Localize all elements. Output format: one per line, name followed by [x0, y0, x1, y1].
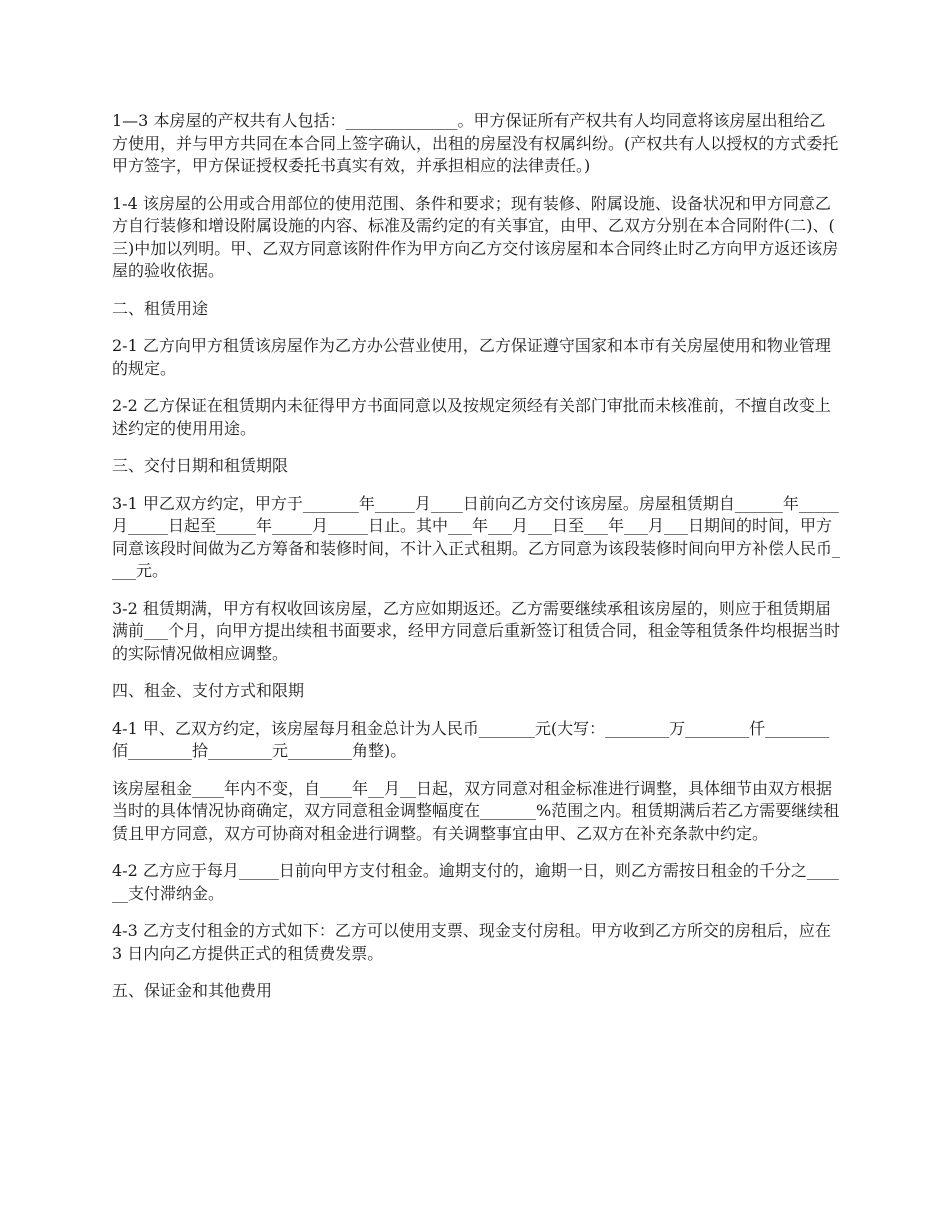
clause-4-1-rent-adjustment: 该房屋租金____年内不变，自____年__月__日起，双方同意对租金标准进行调整，具体细节由双方根据当时的具体情况协商确定，双方同意租金调整幅度在_______%范围之内。租赁期满后若乙方需要继续租赁且甲方同意，双方可协商对租金进行调整。有关调整事宜由甲、乙双方在补充条款中约定。: [112, 778, 840, 843]
clause-1-3: 1—3 本房屋的产权共有人包括：______________。甲方保证所有产权共有人均同意将该房屋出租给乙方使用，并与甲方共同在本合同上签字确认，出租的房屋没有权属纠纷。(产权共有人以授权的方式委托甲方签字，甲方保证授权委托书真实有效，并承担相应的法律责任。): [112, 111, 839, 175]
clause-3-2: 3-2 租赁期满，甲方有权收回该房屋，乙方应如期返还。乙方需要继续承租该房屋的，则应于租赁期届满前___个月，向甲方提出续租书面要求，经甲方同意后重新签订租赁合同，租金等租赁条件均根据当时的实际情况做相应调整。: [112, 598, 841, 663]
clause-2-2: 2-2 乙方保证在租赁期内未征得甲方书面同意以及按规定须经有关部门审批而未核准前，不擅自改变上述约定的使用用途。: [112, 396, 831, 438]
clause-4-2: 4-2 乙方应于每月_____日前向甲方支付租金。逾期支付的，逾期一日，则乙方需按日租金的千分之______支付滞纳金。: [112, 861, 839, 903]
section-heading-5: 五、保证金和其他费用: [112, 981, 273, 1000]
section-heading-3: 三、交付日期和租赁期限: [112, 456, 289, 475]
document-page: [112, 110, 840, 1018]
section-heading-4: 四、租金、支付方式和限期: [112, 681, 305, 700]
section-heading-2: 二、租赁用途: [112, 298, 209, 318]
clause-4-1: 4-1 甲、乙双方约定，该房屋每月租金总计为人民币_______元(大写：________万________仟________佰________拾________元________角整)。: [112, 718, 830, 760]
clause-1-4: 1-4 该房屋的公用或合用部位的使用范围、条件和要求；现有装修、附属设施、设备状况和甲方同意乙方自行装修和增设附属设施的内容、标准及需约定的有关事宜，由甲、乙双方分别在本合同附件(二)、(三)中加以列明。甲、乙双方同意该附件作为甲方向乙方交付该房屋和本合同终止时乙方向甲方返还该房屋的验收依据。: [112, 193, 839, 280]
clause-3-1: 3-1 甲乙双方约定，甲方于_______年_____月____日前向乙方交付该房屋。房屋租赁期自______年_____月_____日起至_____年_____月_____日止。其中___年___月___日至___年___月___日期间的时间，甲方同意该段时间做为乙方筹备和装修时间，不计入正式租期。乙方同意为该段装修时间向甲方补偿人民币____元。: [112, 493, 841, 580]
clause-4-3: 4-3 乙方支付租金的方式如下：乙方可以使用支票、现金支付房租。甲方收到乙方所交的房租后，应在 3 日内向乙方提供正式的租赁费发票。: [112, 921, 831, 963]
clause-2-1: 2-1 乙方向甲方租赁该房屋作为乙方办公营业使用，乙方保证遵守国家和本市有关房屋使用和物业管理的规定。: [112, 336, 831, 378]
